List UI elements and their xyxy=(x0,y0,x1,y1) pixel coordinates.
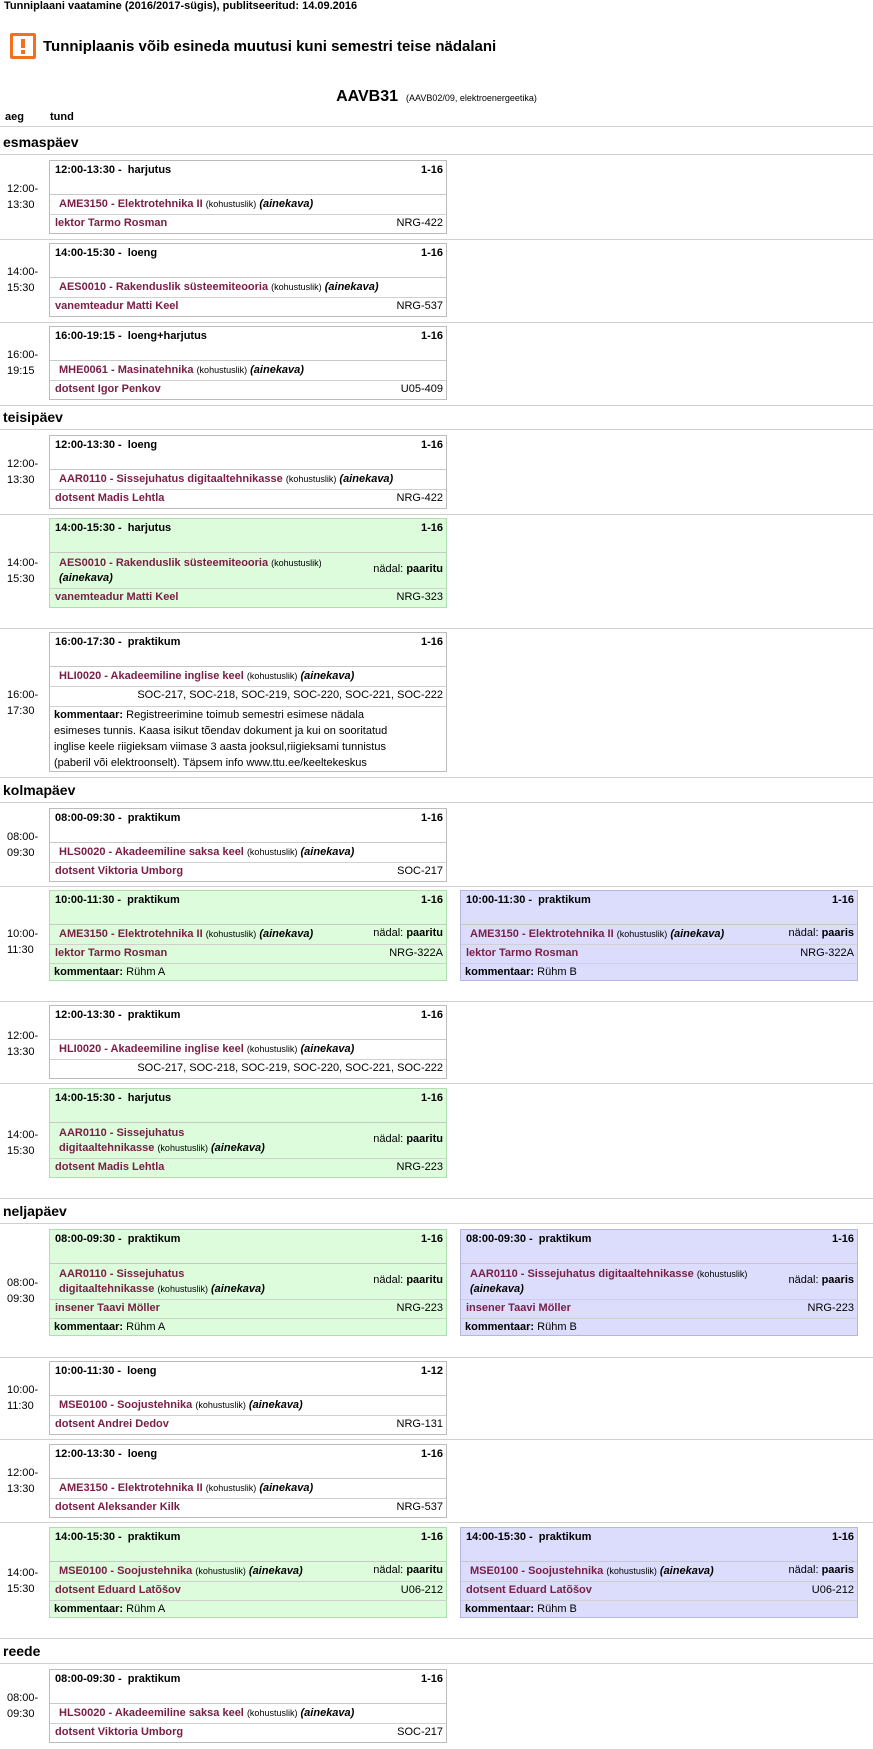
lesson-card[interactable] xyxy=(460,1527,858,1618)
room: U06-212 xyxy=(811,1584,854,1596)
divider xyxy=(0,1522,873,1523)
lesson-weeks: 1-16 xyxy=(420,164,443,176)
room: NRG-322A xyxy=(389,947,443,959)
lesson-time: 10:00-11:30 - praktikum xyxy=(466,894,591,906)
lesson-card[interactable] xyxy=(49,890,447,981)
week-parity: nädal: paaritu xyxy=(373,1133,443,1145)
lesson-card[interactable] xyxy=(49,1005,447,1079)
lesson-time: 10:00-11:30 - loeng xyxy=(55,1365,157,1377)
teacher-link[interactable]: dotsent Viktoria Umborg xyxy=(55,1726,184,1738)
lesson-time: 12:00-13:30 - loeng xyxy=(55,1448,158,1460)
course-plan-link[interactable]: (ainekava) xyxy=(248,1399,303,1411)
lesson-comment: kommentaar: Rühm B xyxy=(465,1603,577,1615)
lesson-card[interactable] xyxy=(49,1527,447,1618)
lesson-comment: kommentaar: Registreerimine toimub semestri esimese nädala esimeses tunnis. Kaasa isikut tõendav dokument ja kui on sooritatud inglise keele riigieksam viimase 3 aasta jooksul,riigieksami tunnistus (paberil või elektroonselt). Täpsem info www.ttu.ee/keeltekeskus xyxy=(54,709,388,769)
teacher-link[interactable]: lektor Tarmo Rosman xyxy=(466,947,579,959)
lesson-time: 14:00-15:30 - praktikum xyxy=(55,1531,181,1543)
course-link[interactable]: AAR0110 - Sissejuhatus digitaaltehnikasse (kohustuslik) (ainekava) xyxy=(470,1268,748,1295)
time-slot: 12:00- 13:30 xyxy=(7,1030,39,1058)
room: NRG-422 xyxy=(396,492,443,504)
group-title xyxy=(0,88,873,106)
room: NRG-223 xyxy=(396,1302,443,1314)
course-plan-link[interactable]: (ainekava) xyxy=(659,1565,714,1577)
course-link[interactable]: MSE0100 - Soojustehnika (kohustuslik) (ainekava) xyxy=(59,1565,303,1577)
column-header-time: aeg xyxy=(5,111,24,123)
room: NRG-322A xyxy=(800,947,854,959)
lesson-card[interactable] xyxy=(49,1229,447,1336)
lesson-time: 08:00-09:30 - praktikum xyxy=(55,1673,181,1685)
course-plan-link[interactable]: (ainekava) xyxy=(339,473,394,485)
divider xyxy=(0,1439,873,1440)
room: NRG-422 xyxy=(396,217,443,229)
room: NRG-223 xyxy=(807,1302,854,1314)
notice-text: Tunniplaanis võib esineda muutusi kuni semestri teise nädalani xyxy=(43,37,497,55)
teacher-link[interactable]: dotsent Aleksander Kilk xyxy=(55,1501,180,1513)
teacher-link[interactable]: dotsent Andrei Dedov xyxy=(55,1418,169,1430)
course-plan-link[interactable]: (ainekava) xyxy=(300,1707,355,1719)
course-link[interactable]: AME3150 - Elektrotehnika II (kohustuslik) (ainekava) xyxy=(470,928,725,940)
lesson-time: 08:00-09:30 - praktikum xyxy=(466,1233,592,1245)
room: NRG-537 xyxy=(396,1501,443,1513)
room: NRG-323 xyxy=(396,591,443,603)
teacher-link[interactable]: insener Taavi Möller xyxy=(55,1302,160,1314)
time-slot: 12:00- 13:30 xyxy=(7,183,39,211)
divider xyxy=(0,239,873,240)
lesson-time: 14:00-15:30 - harjutus xyxy=(55,522,172,534)
lesson-card[interactable] xyxy=(49,1088,447,1178)
lesson-weeks: 1-16 xyxy=(420,1233,443,1245)
lesson-comment: kommentaar: Rühm B xyxy=(465,966,577,978)
course-link[interactable]: AES0010 - Rakenduslik süsteemiteooria (kohustuslik) (ainekava) xyxy=(59,281,379,293)
time-slot: 08:00- 09:30 xyxy=(7,1692,39,1720)
day-heading-tuesday: teisipäev xyxy=(3,409,63,425)
divider xyxy=(0,1198,873,1199)
time-slot: 10:00- 11:30 xyxy=(7,928,39,956)
day-heading-monday: esmaspäev xyxy=(3,134,79,150)
divider xyxy=(0,322,873,323)
week-parity: nädal: paaritu xyxy=(373,1274,443,1286)
teacher-link[interactable]: dotsent Eduard Latõšov xyxy=(466,1584,592,1596)
lesson-time: 12:00-13:30 - loeng xyxy=(55,439,158,451)
lesson-weeks: 1-16 xyxy=(420,330,443,342)
day-heading-thursday: neljapäev xyxy=(3,1203,67,1219)
teacher-link[interactable]: dotsent Madis Lehtla xyxy=(55,1161,165,1173)
course-plan-link[interactable]: (ainekava) xyxy=(250,364,304,376)
divider xyxy=(0,429,873,430)
course-plan-link[interactable]: (ainekava) xyxy=(259,1482,314,1494)
lesson-comment: kommentaar: Rühm A xyxy=(54,1321,166,1333)
time-slot: 14:00- 15:30 xyxy=(7,266,39,294)
lesson-weeks: 1-12 xyxy=(420,1365,443,1377)
lesson-weeks: 1-16 xyxy=(420,439,443,451)
course-link[interactable]: AAR0110 - Sissejuhatus digitaaltehnikasse (kohustuslik) (ainekava) xyxy=(59,1127,265,1154)
week-parity: nädal: paaritu xyxy=(373,927,443,939)
room: U06-212 xyxy=(400,1584,443,1596)
lesson-time: 16:00-19:15 - loeng+harjutus xyxy=(55,330,207,342)
week-parity: nädal: paaris xyxy=(788,1564,854,1576)
time-slot: 16:00- 17:30 xyxy=(7,689,39,717)
lesson-weeks: 1-16 xyxy=(420,1448,443,1460)
divider xyxy=(0,1663,873,1664)
divider xyxy=(0,405,873,406)
time-slot: 14:00- 15:30 xyxy=(7,557,39,585)
teacher-link[interactable]: lektor Tarmo Rosman xyxy=(55,947,168,959)
notice-banner xyxy=(10,33,496,59)
divider xyxy=(0,1001,873,1002)
course-link[interactable]: AAR0110 - Sissejuhatus digitaaltehnikasse (kohustuslik) (ainekava) xyxy=(59,473,394,485)
course-plan-link[interactable]: (ainekava) xyxy=(470,1283,524,1295)
lesson-time: 12:00-13:30 - praktikum xyxy=(55,1009,181,1021)
room-list: SOC-217, SOC-218, SOC-219, SOC-220, SOC-221, SOC-222 xyxy=(137,1062,443,1074)
lesson-weeks: 1-16 xyxy=(420,812,443,824)
lesson-card[interactable] xyxy=(49,435,447,509)
lesson-weeks: 1-16 xyxy=(420,1531,443,1543)
room: U05-409 xyxy=(400,383,443,395)
lesson-weeks: 1-16 xyxy=(831,1531,854,1543)
lesson-weeks: 1-16 xyxy=(420,636,443,648)
course-plan-link[interactable]: (ainekava) xyxy=(300,1043,355,1055)
course-plan-link[interactable]: (ainekava) xyxy=(670,928,725,940)
lesson-comment: kommentaar: Rühm A xyxy=(54,966,166,978)
lesson-weeks: 1-16 xyxy=(831,894,854,906)
lesson-time: 10:00-11:30 - praktikum xyxy=(55,894,180,906)
lesson-time: 08:00-09:30 - praktikum xyxy=(55,812,181,824)
room-list: SOC-217, SOC-218, SOC-219, SOC-220, SOC-221, SOC-222 xyxy=(137,689,443,701)
course-link[interactable]: AES0010 - Rakenduslik süsteemiteooria (kohustuslik) (ainekava) xyxy=(59,557,322,584)
course-plan-link[interactable]: (ainekava) xyxy=(324,281,379,293)
lesson-weeks: 1-16 xyxy=(420,1009,443,1021)
lesson-weeks: 1-16 xyxy=(420,247,443,259)
time-slot: 08:00- 09:30 xyxy=(7,1277,39,1305)
room: NRG-131 xyxy=(396,1418,443,1430)
course-plan-link[interactable]: (ainekava) xyxy=(59,572,113,584)
teacher-link[interactable]: dotsent Igor Penkov xyxy=(55,383,161,395)
page-title: Tunniplaani vaatamine (2016/2017-sügis), publitseeritud: 14.09.2016 xyxy=(4,0,358,12)
lesson-card[interactable] xyxy=(49,243,447,317)
time-slot: 16:00- 19:15 xyxy=(7,349,39,377)
time-slot: 12:00- 13:30 xyxy=(7,458,39,486)
lesson-weeks: 1-16 xyxy=(831,1233,854,1245)
course-plan-link[interactable]: (ainekava) xyxy=(300,670,355,682)
group-subtitle: (AAVB02/09, elektroenergeetika) xyxy=(406,93,537,103)
teacher-link[interactable]: vanemteadur Matti Keel xyxy=(55,300,179,312)
course-plan-link[interactable]: (ainekava) xyxy=(248,1565,303,1577)
divider xyxy=(0,777,873,778)
course-plan-link[interactable]: (ainekava) xyxy=(259,198,314,210)
room: SOC-217 xyxy=(397,865,443,877)
divider xyxy=(0,154,873,155)
divider xyxy=(0,628,873,629)
teacher-link[interactable]: dotsent Madis Lehtla xyxy=(55,492,165,504)
day-heading-wednesday: kolmapäev xyxy=(3,782,76,798)
course-link[interactable]: HLS0020 - Akadeemiline saksa keel (kohustuslik) (ainekava) xyxy=(59,1707,355,1719)
room: NRG-537 xyxy=(396,300,443,312)
lesson-time: 16:00-17:30 - praktikum xyxy=(55,636,181,648)
course-link[interactable]: HLS0020 - Akadeemiline saksa keel (kohustuslik) (ainekava) xyxy=(59,846,355,858)
course-link[interactable]: AME3150 - Elektrotehnika II (kohustuslik) (ainekava) xyxy=(59,198,314,210)
lesson-comment: kommentaar: Rühm A xyxy=(54,1603,166,1615)
teacher-link[interactable]: vanemteadur Matti Keel xyxy=(55,591,179,603)
lesson-card[interactable] xyxy=(49,1444,447,1518)
lesson-weeks: 1-16 xyxy=(420,1092,443,1104)
time-slot: 10:00- 11:30 xyxy=(7,1384,39,1412)
teacher-link[interactable]: dotsent Viktoria Umborg xyxy=(55,865,184,877)
time-slot: 14:00- 15:30 xyxy=(7,1567,39,1595)
lesson-time: 14:00-15:30 - praktikum xyxy=(466,1531,592,1543)
lesson-comment: kommentaar: Rühm B xyxy=(465,1321,577,1333)
room: NRG-223 xyxy=(396,1161,443,1173)
course-link[interactable]: AME3150 - Elektrotehnika II (kohustuslik) (ainekava) xyxy=(59,928,314,940)
lesson-card[interactable] xyxy=(460,1229,858,1336)
time-slot: 14:00- 15:30 xyxy=(7,1129,39,1157)
course-link[interactable]: MSE0100 - Soojustehnika (kohustuslik) (ainekava) xyxy=(59,1399,303,1411)
lesson-card[interactable] xyxy=(49,160,447,234)
divider xyxy=(0,802,873,803)
teacher-link[interactable]: insener Taavi Möller xyxy=(466,1302,571,1314)
lesson-time: 12:00-13:30 - harjutus xyxy=(55,164,172,176)
lesson-time: 08:00-09:30 - praktikum xyxy=(55,1233,181,1245)
room: SOC-217 xyxy=(397,1726,443,1738)
course-plan-link[interactable]: (ainekava) xyxy=(259,928,314,940)
lesson-card[interactable] xyxy=(49,1669,447,1743)
divider xyxy=(0,1083,873,1084)
course-link[interactable]: AAR0110 - Sissejuhatus digitaaltehnikasse (kohustuslik) (ainekava) xyxy=(59,1268,265,1295)
lesson-card[interactable] xyxy=(49,1361,447,1435)
lesson-weeks: 1-16 xyxy=(420,894,443,906)
course-plan-link[interactable]: (ainekava) xyxy=(300,846,355,858)
course-link[interactable]: MHE0061 - Masinatehnika (kohustuslik) (ainekava) xyxy=(59,364,304,376)
lesson-card[interactable] xyxy=(49,326,447,400)
day-heading-friday: reede xyxy=(3,1643,41,1659)
divider xyxy=(0,886,873,887)
teacher-link[interactable]: dotsent Eduard Latõšov xyxy=(55,1584,181,1596)
column-header-lesson: tund xyxy=(50,111,74,123)
time-slot: 12:00- 13:30 xyxy=(7,1467,39,1495)
lesson-card[interactable] xyxy=(49,632,447,772)
divider xyxy=(0,126,873,127)
week-parity: nädal: paaris xyxy=(788,1274,854,1286)
time-slot: 08:00- 09:30 xyxy=(7,831,39,859)
teacher-link[interactable]: lektor Tarmo Rosman xyxy=(55,217,168,229)
divider xyxy=(0,1357,873,1358)
lesson-card[interactable] xyxy=(460,890,858,981)
course-link[interactable]: MSE0100 - Soojustehnika (kohustuslik) (ainekava) xyxy=(470,1565,714,1577)
course-link[interactable]: HLI0020 - Akadeemiline inglise keel (kohustuslik) (ainekava) xyxy=(59,1043,355,1055)
lesson-weeks: 1-16 xyxy=(420,522,443,534)
week-parity: nädal: paaritu xyxy=(373,1564,443,1576)
group-code: AAVB31 xyxy=(336,88,399,105)
lesson-time: 14:00-15:30 - harjutus xyxy=(55,1092,172,1104)
week-parity: nädal: paaritu xyxy=(373,563,443,575)
divider xyxy=(0,514,873,515)
course-plan-link[interactable]: (ainekava) xyxy=(211,1283,265,1295)
lesson-weeks: 1-16 xyxy=(420,1673,443,1685)
week-parity: nädal: paaris xyxy=(788,927,854,939)
divider xyxy=(0,1223,873,1224)
lesson-card[interactable] xyxy=(49,518,447,608)
warning-icon xyxy=(10,33,36,59)
divider xyxy=(0,1638,873,1639)
course-plan-link[interactable]: (ainekava) xyxy=(211,1142,265,1154)
lesson-card[interactable] xyxy=(49,808,447,882)
lesson-time: 14:00-15:30 - loeng xyxy=(55,247,158,259)
course-link[interactable]: AME3150 - Elektrotehnika II (kohustuslik) (ainekava) xyxy=(59,1482,314,1494)
course-link[interactable]: HLI0020 - Akadeemiline inglise keel (kohustuslik) (ainekava) xyxy=(59,670,355,682)
